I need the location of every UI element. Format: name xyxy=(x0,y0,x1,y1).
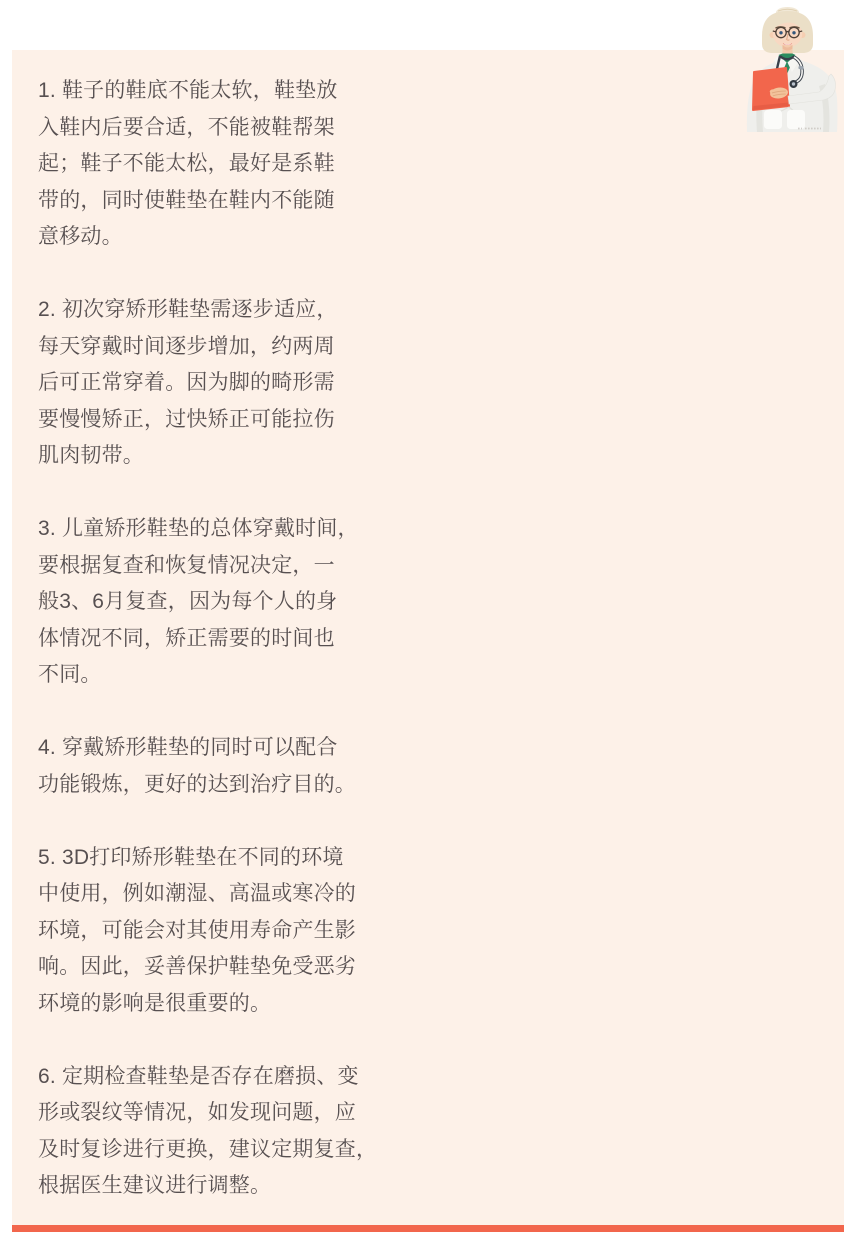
text-line: 3. 儿童矫形鞋垫的总体穿戴时间， xyxy=(38,517,359,540)
text-line: 响。因此，妥善保护鞋垫免受恶劣 xyxy=(38,955,356,978)
text-line: 体情况不同，矫正需要的时间也 xyxy=(38,626,335,650)
text-line: 6. 定期检查鞋垫是否存在磨损、变 xyxy=(38,1064,359,1088)
paragraph-3 xyxy=(38,511,458,694)
text-line: 般3、6月复查，因为每个人的身 xyxy=(38,590,338,613)
text-line: 后可正常穿着。因为脚的畸形需 xyxy=(38,371,335,394)
content-panel xyxy=(12,50,844,1232)
text-line: 环境的影响是很重要的。 xyxy=(38,991,272,1015)
text-line: 1. 鞋子的鞋底不能太软，鞋垫放 xyxy=(38,79,338,102)
text-line: 每天穿戴时间逐步增加，约两周 xyxy=(38,334,335,358)
text-line: 带的，同时使鞋垫在鞋内不能随 xyxy=(38,188,335,212)
text-line: 入鞋内后要合适，不能被鞋帮架 xyxy=(38,115,335,139)
text-line: 4. 穿戴矫形鞋垫的同时可以配合 xyxy=(38,736,338,759)
doctor-face xyxy=(773,15,803,47)
text-line: 要慢慢矫正，过快矫正可能拉伤 xyxy=(38,407,335,431)
doctor-illustration xyxy=(745,6,841,132)
text-line: 环境，可能会对其使用寿命产生影 xyxy=(38,918,356,942)
text-line: 肌肉韧带。 xyxy=(38,444,144,467)
text-line: 意移动。 xyxy=(38,225,123,248)
text-line: 根据医生建议进行调整。 xyxy=(38,1174,272,1197)
text-line: 5. 3D打印矫形鞋垫在不同的环境 xyxy=(38,845,344,869)
text-line: 功能锻炼，更好的达到治疗目的。 xyxy=(38,772,356,796)
text-line: 不同。 xyxy=(38,663,102,686)
paragraph-2 xyxy=(38,292,458,475)
text-line: 起；鞋子不能太松，最好是系鞋 xyxy=(38,152,335,175)
text-line: 中使用，例如潮湿、高温或寒冷的 xyxy=(38,882,356,905)
text-line: 形或裂纹等情况，如发现问题，应 xyxy=(38,1101,356,1124)
bottom-accent-bar xyxy=(12,1225,844,1232)
care-instructions-text xyxy=(38,73,458,1205)
paragraph-4 xyxy=(38,730,458,803)
text-line: 要根据复查和恢复情况决定，一 xyxy=(38,553,335,577)
text-line: 2. 初次穿矫形鞋垫需逐步适应， xyxy=(38,298,338,321)
paragraph-1 xyxy=(38,73,458,256)
paragraph-6 xyxy=(38,1059,458,1205)
paragraph-5 xyxy=(38,840,458,1023)
text-line: 及时复诊进行更换，建议定期复查， xyxy=(38,1137,378,1161)
